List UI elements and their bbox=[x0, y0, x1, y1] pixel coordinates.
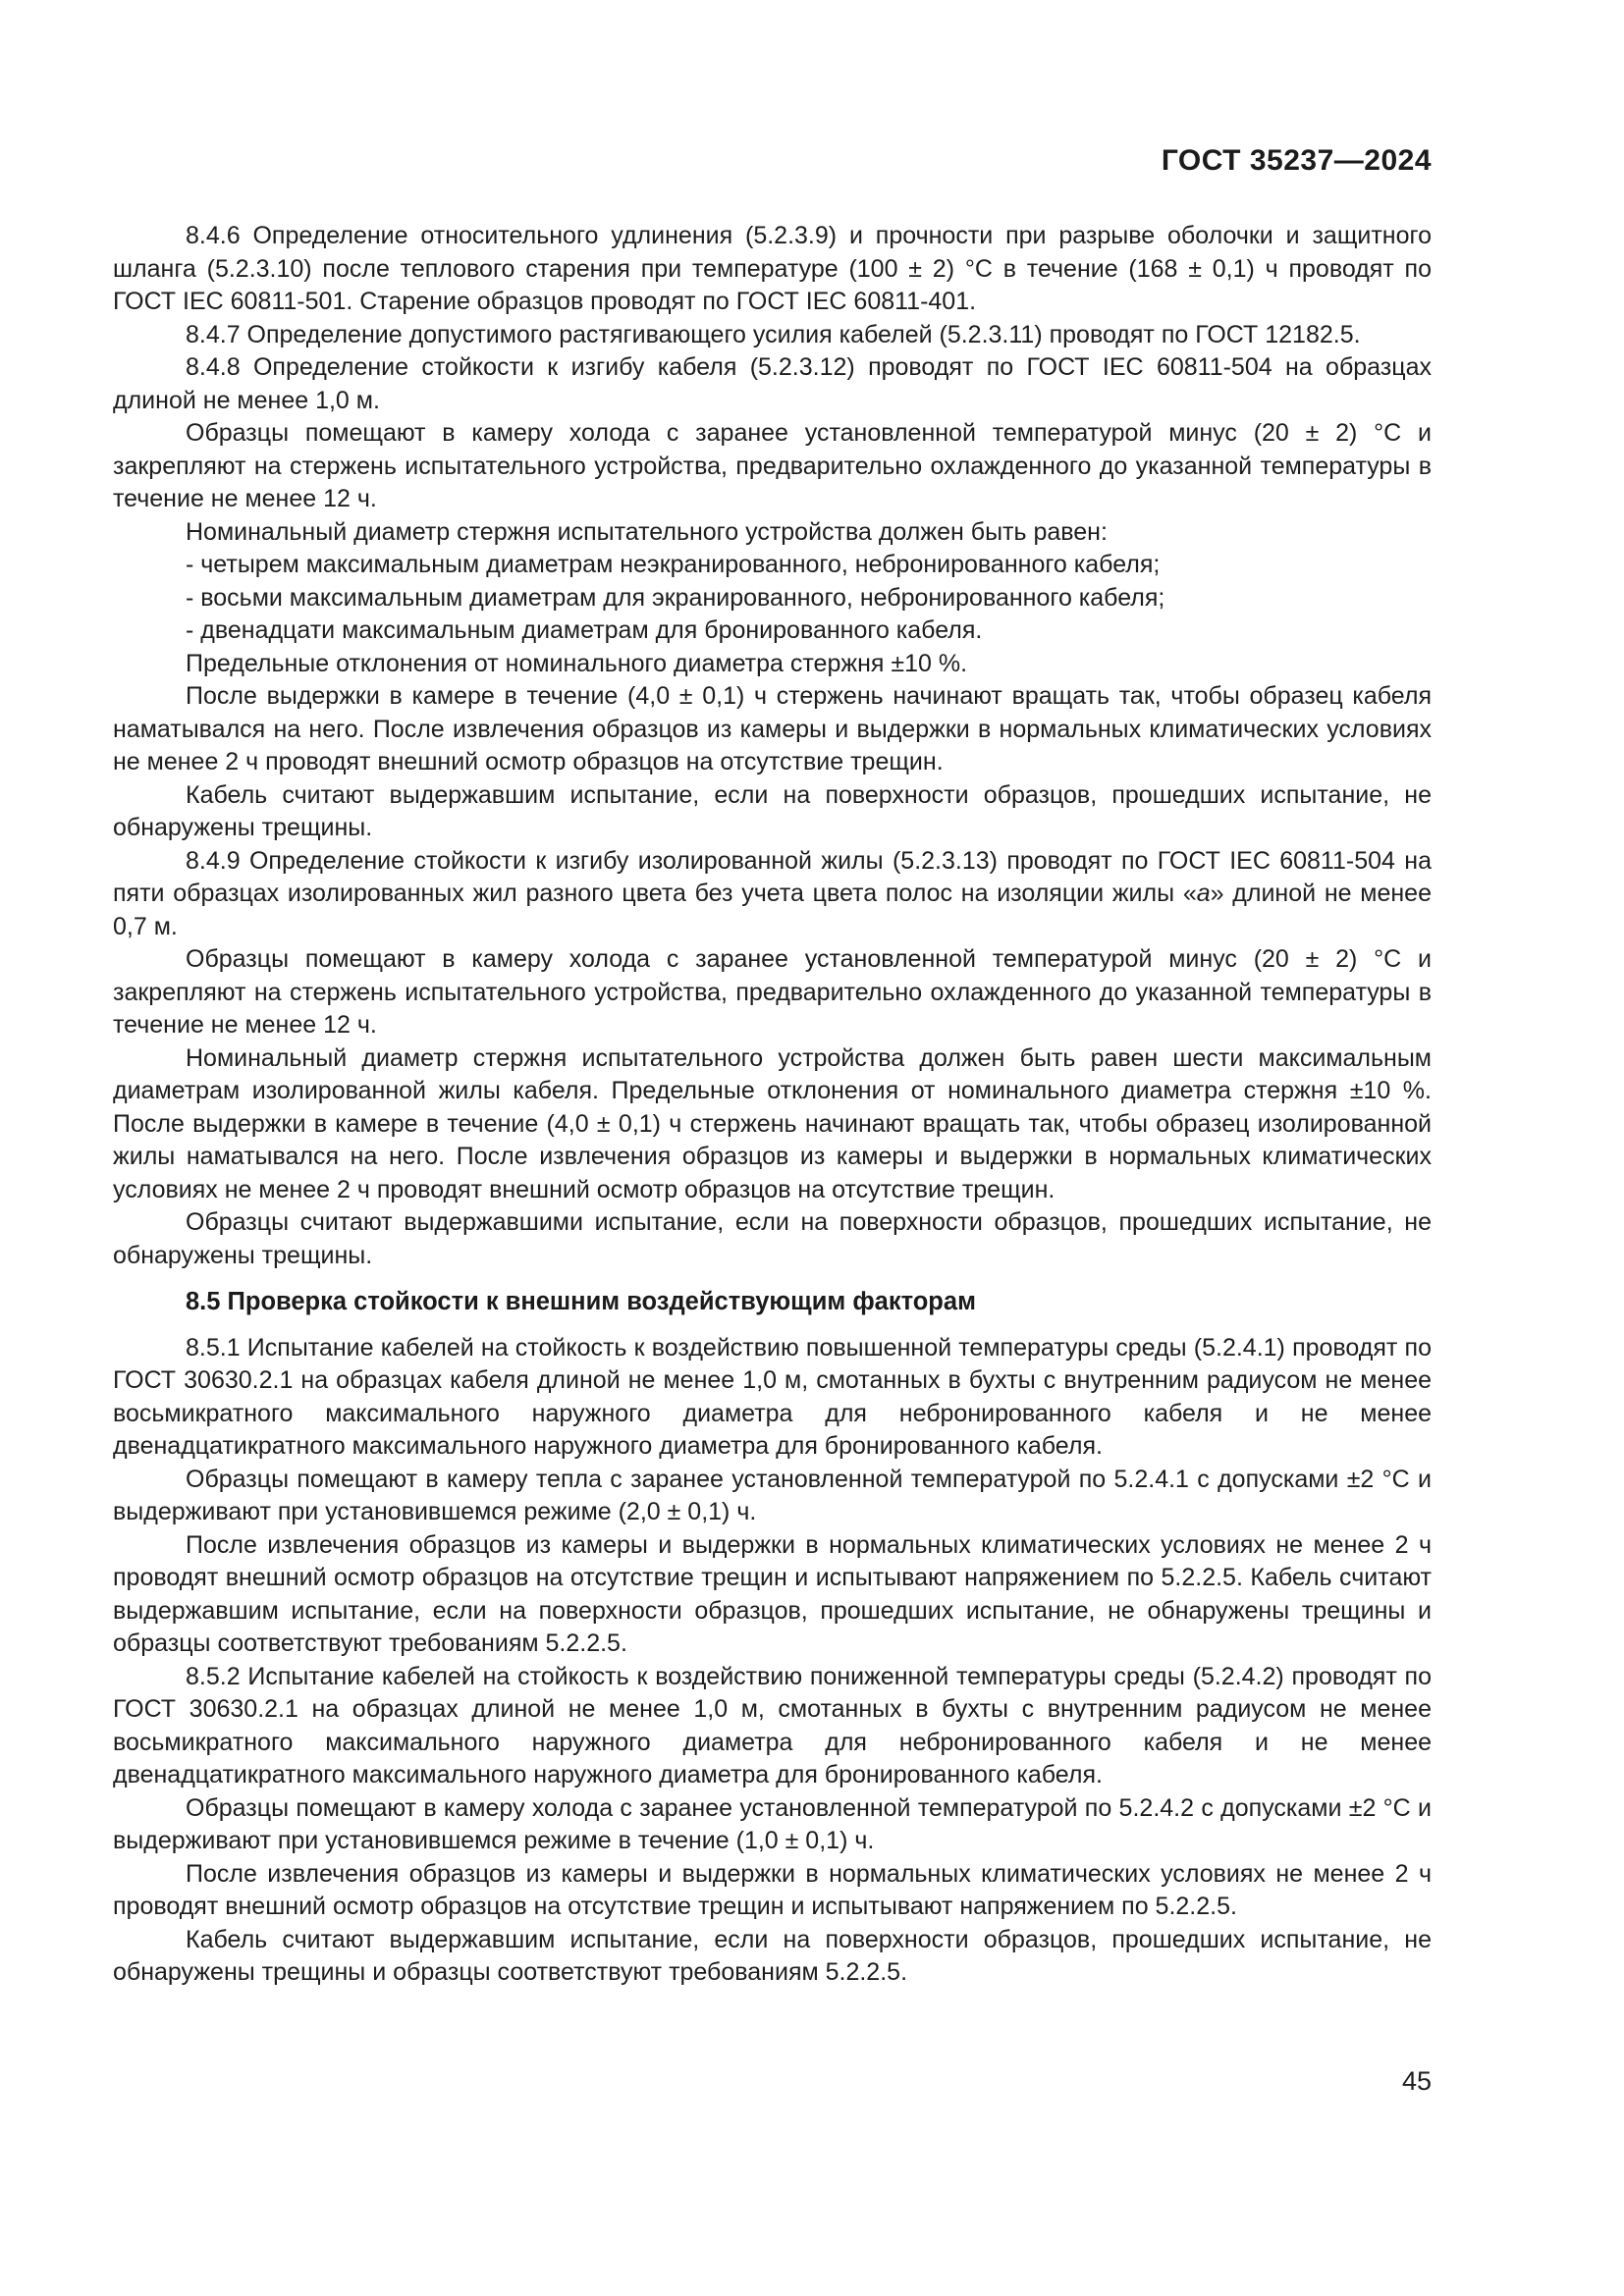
para-heat-chamber: Образцы помещают в камеру тепла с заранее установленной температурой по 5.2.4.1 с допусками ±2 °С и выдерживают при установившемся режиме (2,0 ± 0,1) ч. bbox=[113, 1465, 1432, 1525]
para-cold-chamber-1: Образцы помещают в камеру холода с заранее установленной температурой минус (20 ± 2) °С и закрепляют на стержень испытательного устройства, предварительно охлажденного до указанной температуры в течение не менее 12 ч. bbox=[113, 419, 1432, 512]
para-inspection-voltage-2: После извлечения образцов из камеры и выдержки в нормальных климатических условиях не менее 2 ч проводят внешний осмотр образцов на отсутствие трещин и испытывают напряжением по 5.2.2.5. bbox=[113, 1859, 1432, 1920]
para-pass-criteria-2: Образцы считают выдержавшими испытание, если на поверхности образцов, прошедших испытание, не обнаружены трещины. bbox=[113, 1208, 1432, 1269]
standard-code: ГОСТ 35237—2024 bbox=[1161, 144, 1432, 177]
list-item-twelve-diameters: - двенадцати максимальным диаметрам для бронированного кабеля. bbox=[186, 616, 983, 644]
para-rod-diameter-six: Номинальный диаметр стержня испытательного устройства должен быть равен шести максимальным диаметрам изолированной жилы кабеля. Предельные отклонения от номинального диаметра стержня ±10 %. После выдержки в камере в течение (4,0 ± 0,1) ч стержень начинают вращать так, чтобы образец изолированной жилы наматывался на него. После извлечения образцов из камеры и выдержки в нормальных климатических условиях не менее 2 ч проводят внешний осмотр образцов на отсутствие трещин. bbox=[113, 1043, 1432, 1203]
para-pass-criteria-1: Кабель считают выдержавшим испытание, если на поверхности образцов, прошедших испытание, не обнаружены трещины. bbox=[113, 780, 1432, 841]
page-number: 45 bbox=[1401, 2066, 1432, 2096]
para-8-4-9 bbox=[113, 845, 1432, 944]
list-item-eight-diameters: - восьми максимальным диаметрам для экранированного, небронированного кабеля; bbox=[186, 583, 1165, 612]
para-8-4-9-text-end: » длиной не менее 0,7 м. bbox=[113, 880, 1432, 940]
para-8-4-7: 8.4.7 Определение допустимого растягивающего усилия кабелей (5.2.3.11) проводят по ГОСТ 12182.5. bbox=[186, 320, 1361, 348]
standard-code-header bbox=[113, 143, 1432, 179]
para-cold-chamber-3: Образцы помещают в камеру холода с заранее установленной температурой по 5.2.4.2 с допусками ±2 °С и выдерживают при установившемся режиме в течение (1,0 ± 0,1) ч. bbox=[113, 1793, 1432, 1854]
section-heading-8-5: 8.5 Проверка стойкости к внешним воздействующим факторам bbox=[186, 1288, 976, 1315]
para-inspection-voltage-1: После извлечения образцов из камеры и выдержки в нормальных климатических условиях не менее 2 ч проводят внешний осмотр образцов на отсутствие трещин и испытывают напряжением по 5.2.2.5. Кабель считают выдержавшим испытание, если на поверхности образцов, прошедших испытание, не обнаружены трещины и образцы соответствуют требованиям 5.2.2.5. bbox=[113, 1530, 1432, 1657]
para-8-5-1: 8.5.1 Испытание кабелей на стойкость к воздействию повышенной температуры среды (5.2.4.1) проводят по ГОСТ 30630.2.1 на образцах кабеля длиной не менее 1,0 м, смотанных в бухты с внутренним радиусом не менее восьмикратного максимального наружного диаметра для небронированного кабеля и не менее двенадцатикратного максимального наружного диаметра для бронированного кабеля. bbox=[113, 1333, 1432, 1460]
para-8-4-6: 8.4.6 Определение относительного удлинения (5.2.3.9) и прочности при разрыве оболочки и защитного шланга (5.2.3.10) после теплового старения при температуре (100 ± 2) °С в течение (168 ± 0,1) ч проводят по ГОСТ IEC 60811-501. Старение образцов проводят по ГОСТ IEC 60811-401. bbox=[113, 222, 1432, 315]
para-tolerance: Предельные отклонения от номинального диаметра стержня ±10 %. bbox=[186, 649, 968, 677]
para-8-4-8: 8.4.8 Определение стойкости к изгибу кабеля (5.2.3.12) проводят по ГОСТ IEC 60811-504 на образцах длиной не менее 1,0 м. bbox=[113, 353, 1432, 414]
core-letter-a-italic: а bbox=[1196, 880, 1211, 907]
para-rod-diameter-intro: Номинальный диаметр стержня испытательного устройства должен быть равен: bbox=[186, 517, 1108, 546]
list-item-four-diameters: - четырем максимальным диаметрам неэкранированного, небронированного кабеля; bbox=[186, 551, 1161, 578]
para-8-4-9-text-start: 8.4.9 Определение стойкости к изгибу изолированной жилы (5.2.3.13) проводят по ГОСТ IEC 60811-504 на пяти образцах изолированных жил разного цвета без учета цвета полос на изоляции жилы « bbox=[113, 846, 1432, 907]
para-cold-chamber-2: Образцы помещают в камеру холода с заранее установленной температурой минус (20 ± 2) °С и закрепляют на стержень испытательного устройства, предварительно охлажденного до указанной температуры в течение не менее 12 ч. bbox=[113, 945, 1432, 1039]
para-8-5-2: 8.5.2 Испытание кабелей на стойкость к воздействию пониженной температуры среды (5.2.4.2) проводят по ГОСТ 30630.2.1 на образцах длиной не менее 1,0 м, смотанных в бухты с внутренним радиусом не менее восьмикратного максимального наружного диаметра для небронированного кабеля и не менее двенадцатикратного максимального наружного диаметра для бронированного кабеля. bbox=[113, 1662, 1432, 1789]
page-body bbox=[113, 220, 1432, 1990]
para-after-holding: После выдержки в камере в течение (4,0 ± 0,1) ч стержень начинают вращать так, чтобы образец кабеля наматывался на него. После извлечения образцов из камеры и выдержки в нормальных климатических условиях не менее 2 ч проводят внешний осмотр образцов на отсутствие трещин. bbox=[113, 682, 1432, 775]
para-pass-criteria-3: Кабель считают выдержавшим испытание, если на поверхности образцов, прошедших испытание, не обнаружены трещины и образцы соответствуют требованиям 5.2.2.5. bbox=[113, 1925, 1432, 1986]
